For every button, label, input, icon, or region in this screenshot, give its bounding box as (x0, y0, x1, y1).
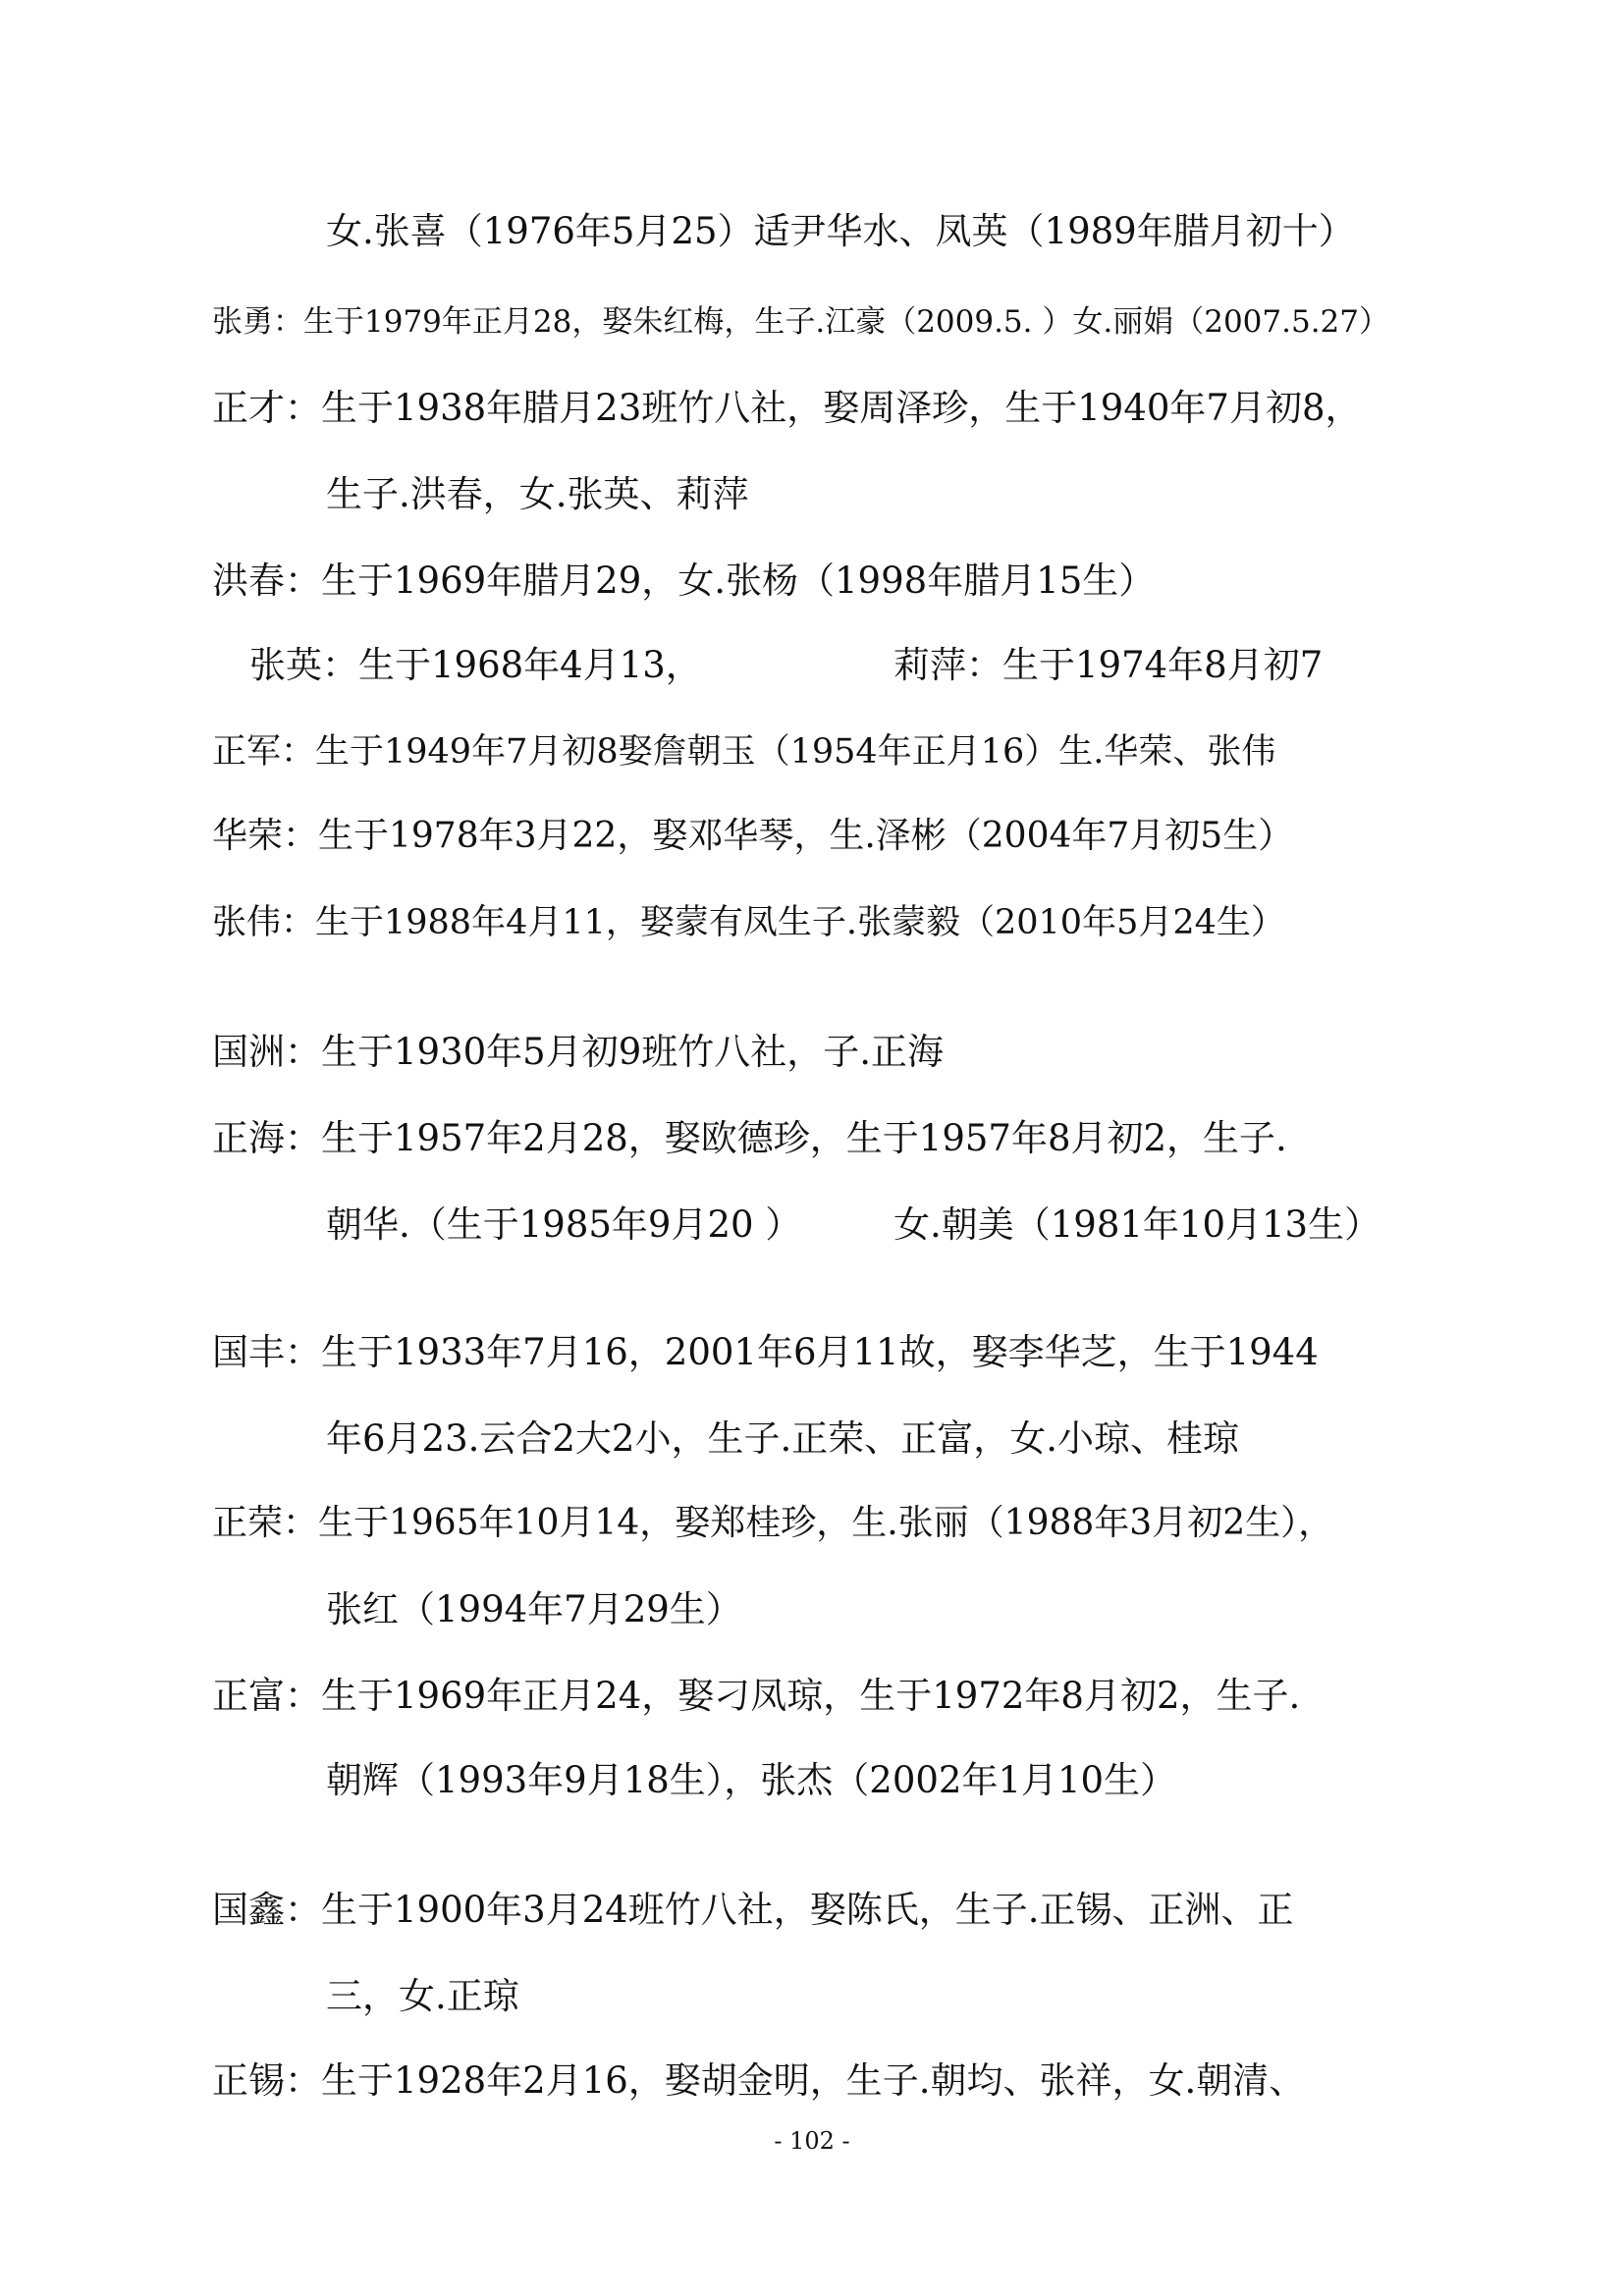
text-line-8: 正军：生于1949年7月初8娶詹朝玉（1954年正月16）生.华荣、张伟 (212, 732, 1276, 772)
text-line-14: 女.朝美（1981年10月13生） (893, 1203, 1381, 1246)
text-line-15: 国丰：生于1933年7月16，2001年6月11故，娶李华芝，生于1944 (212, 1331, 1319, 1373)
text-line-3: 正才：生于1938年腊月23班竹八社，娶周泽珍，生于1940年7月初8， (212, 387, 1362, 429)
text-line-4: 生子.洪春，女.张英、莉萍 (326, 473, 749, 515)
text-line-20: 朝辉（1993年9月18生），张杰（2002年1月10生） (326, 1759, 1177, 1801)
page-number: - 102 - (774, 2127, 850, 2155)
text-line-1: 女.张喜（1976年5月25）适尹华水、凤英（1989年腊月初十） (326, 210, 1355, 252)
text-line-17: 正荣：生于1965年10月14，娶郑桂珍，生.张丽（1988年3月初2生）， (212, 1503, 1334, 1543)
text-line-12: 正海：生于1957年2月28，娶欧德珍，生于1957年8月初2，生子. (212, 1117, 1287, 1159)
text-line-2: 张勇：生于1979年正月28，娶朱红梅，生子.江豪（2009.5. ）女.丽娟（2007.5.27） (212, 304, 1389, 340)
text-line-13: 朝华.（生于1985年9月20 ） (326, 1203, 802, 1246)
text-line-21: 国鑫：生于1900年3月24班竹八社，娶陈氏，生子.正锡、正洲、正 (212, 1889, 1294, 1931)
text-line-23: 正锡：生于1928年2月16，娶胡金明，生子.朝均、张祥，女.朝清、 (212, 2059, 1306, 2102)
text-line-10: 张伟：生于1988年4月11，娶蒙有凤生子.张蒙毅（2010年5月24生） (212, 903, 1285, 942)
text-line-16: 年6月23.云合2大2小，生子.正荣、正富，女.小琼、桂琼 (326, 1417, 1239, 1460)
text-line-6: 张英：生于1968年4月13， (249, 644, 702, 686)
text-line-5: 洪春：生于1969年腊月29，女.张杨（1998年腊月15生） (212, 560, 1156, 602)
text-line-11: 国洲：生于1930年5月初9班竹八社，子.正海 (212, 1031, 945, 1073)
text-line-19: 正富：生于1969年正月24，娶刁凤琼，生于1972年8月初2，生子. (212, 1675, 1301, 1717)
text-line-9: 华荣：生于1978年3月22，娶邓华琴，生.泽彬（2004年7月初5生） (212, 816, 1294, 856)
text-line-7: 莉萍：生于1974年8月初7 (893, 644, 1324, 686)
text-line-22: 三，女.正琼 (326, 1975, 519, 2017)
text-line-18: 张红（1994年7月29生） (326, 1588, 742, 1630)
